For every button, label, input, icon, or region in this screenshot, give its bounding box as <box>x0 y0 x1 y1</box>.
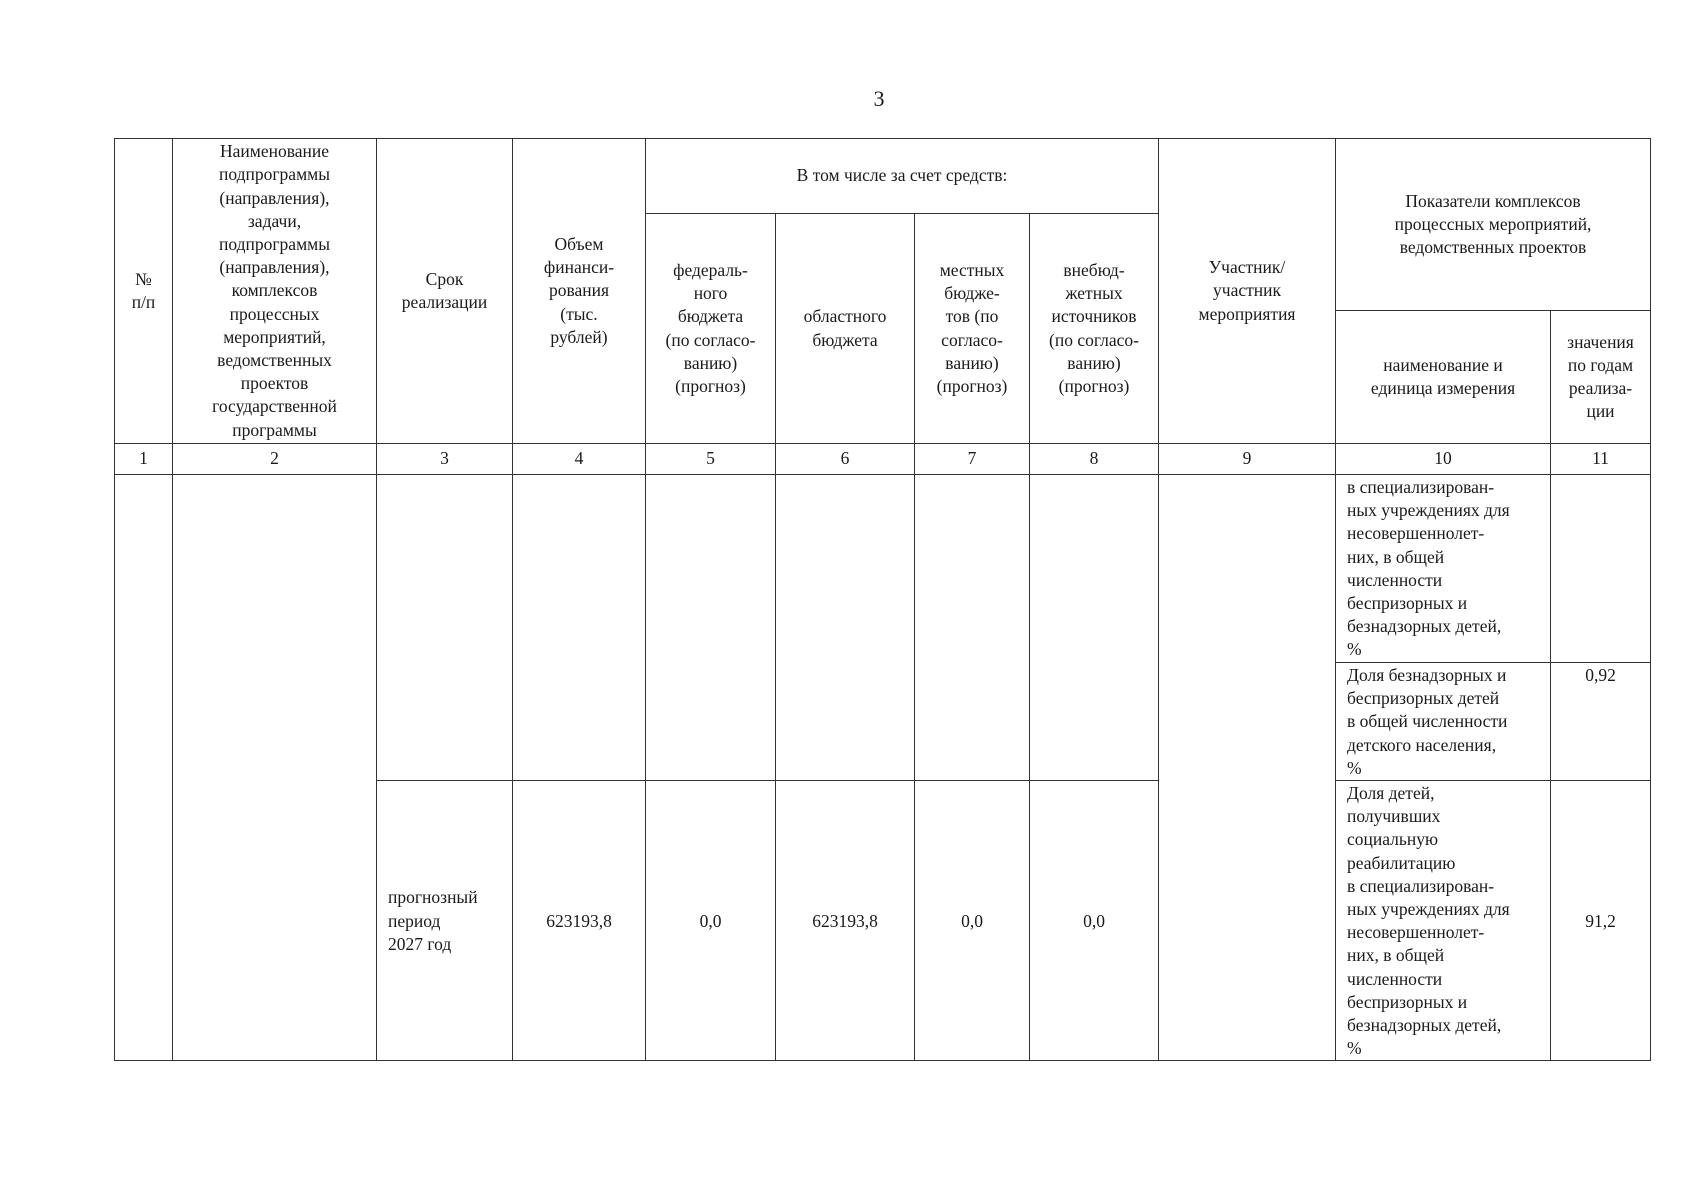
header-col-indicator-values: значения по годам реализа- ции <box>1551 311 1651 444</box>
period-cell: прогнозный период 2027 год <box>377 781 513 1061</box>
column-number: 4 <box>513 444 646 475</box>
indicator-value <box>1551 475 1651 663</box>
column-numbers-row <box>115 444 1651 475</box>
column-number: 7 <box>915 444 1030 475</box>
column-number: 9 <box>1159 444 1336 475</box>
local-budget-value: 0,0 <box>915 781 1030 1061</box>
indicator-name: в специализирован- ных учреждениях для несовершеннолет- них, в общей численности беспризорных и безнадзорных детей, % <box>1336 475 1551 663</box>
header-row-1 <box>115 139 1651 214</box>
header-col-total-funding: Объем финанси- рования (тыс. рублей) <box>513 139 646 444</box>
column-number: 6 <box>776 444 915 475</box>
table-row <box>115 475 1651 663</box>
indicator-name: Доля безнадзорных и беспризорных детей в общей численности детского населения, % <box>1336 663 1551 781</box>
header-col-local: местных бюдже- тов (по согласо- ванию) (прогноз) <box>915 214 1030 444</box>
local-cell <box>915 475 1030 781</box>
header-group-funding-sources: В том числе за счет средств: <box>646 139 1159 214</box>
column-number: 11 <box>1551 444 1651 475</box>
extrabudgetary-value: 0,0 <box>1030 781 1159 1061</box>
indicator-name: Доля детей, получивших социальную реабилитацию в специализирован- ных учреждениях для несовершеннолет- них, в общей численности беспризорных и безнадзорных детей, % <box>1336 781 1551 1061</box>
page-number: 3 <box>873 86 885 111</box>
header-col-name: Наименование подпрограммы (направления), задачи, подпрограммы (направления), комплексов процессных мероприятий, ведомственных проектов государственной программы <box>173 139 377 444</box>
header-col-participant: Участник/ участник мероприятия <box>1159 139 1336 444</box>
indicator-value: 0,92 <box>1551 663 1651 781</box>
row-name-cell <box>173 475 377 1061</box>
column-number: 3 <box>377 444 513 475</box>
program-table <box>114 138 1651 1061</box>
regional-budget-value: 623193,8 <box>776 781 915 1061</box>
period-cell <box>377 475 513 781</box>
row-number-cell <box>115 475 173 1061</box>
header-col-extrabudgetary: внебюд- жетных источников (по согласо- ванию) (прогноз) <box>1030 214 1159 444</box>
total-funding-value: 623193,8 <box>513 781 646 1061</box>
header-col-federal: федераль- ного бюджета (по согласо- ванию) (прогноз) <box>646 214 776 444</box>
column-number: 1 <box>115 444 173 475</box>
regional-cell <box>776 475 915 781</box>
header-col-period: Срок реализации <box>377 139 513 444</box>
column-number: 10 <box>1336 444 1551 475</box>
header-col-number: № п/п <box>115 139 173 444</box>
federal-cell <box>646 475 776 781</box>
header-col-indicator-name: наименование и единица измерения <box>1336 311 1551 444</box>
header-group-indicators: Показатели комплексов процессных мероприятий, ведомственных проектов <box>1336 139 1651 311</box>
column-number: 8 <box>1030 444 1159 475</box>
participant-cell <box>1159 475 1336 1061</box>
indicator-value: 91,2 <box>1551 781 1651 1061</box>
federal-budget-value: 0,0 <box>646 781 776 1061</box>
header-col-regional: областного бюджета <box>776 214 915 444</box>
column-number: 5 <box>646 444 776 475</box>
total-cell <box>513 475 646 781</box>
extrabudgetary-cell <box>1030 475 1159 781</box>
column-number: 2 <box>173 444 377 475</box>
